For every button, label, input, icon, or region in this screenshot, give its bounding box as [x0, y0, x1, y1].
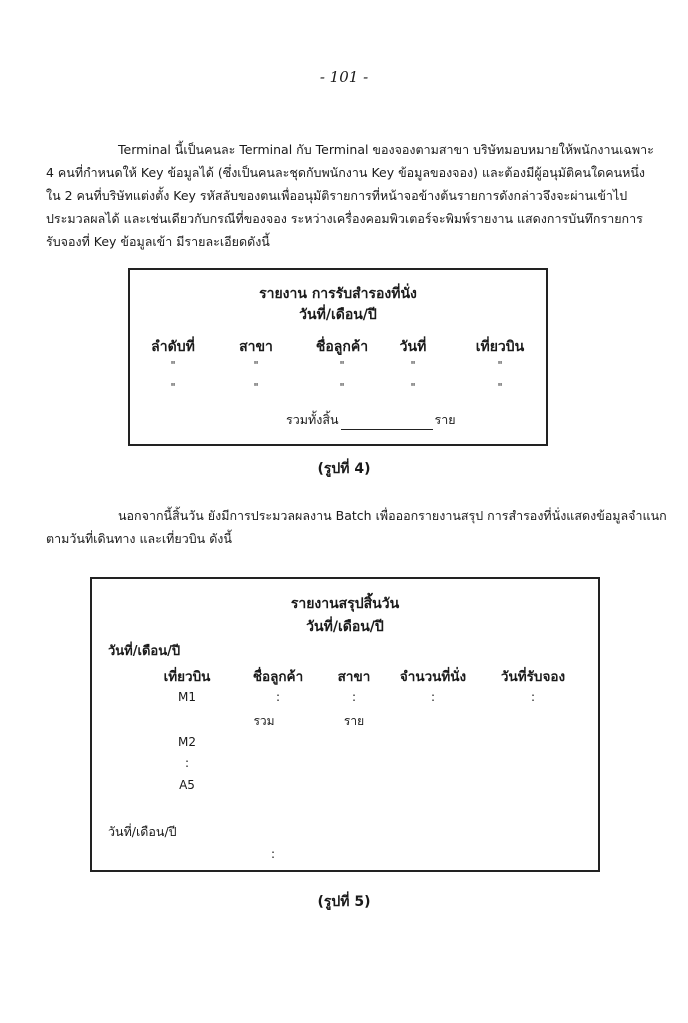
figure-4-caption: (รูปที่ 4) — [317, 461, 371, 477]
figure-4-subtitle: วันที่/เดือน/ปี — [299, 307, 377, 323]
ditto-mark: " — [497, 381, 503, 394]
fig5-col-branch: สาขา — [337, 669, 371, 685]
ditto-mark: " — [170, 359, 176, 372]
figure-5-date-label: วันที่/เดือน/ปี — [108, 644, 181, 659]
ditto-mark: " — [339, 359, 345, 372]
intro-line-2: 4 คนที่กำหนดให้ Key ข้อมูลได้ (ซึ่งเป็นคนละชุดกับพนักงาน Key ข้อมูลของจอง) และต้องมีผู้อนุมัติคนใดคนหนึ่ง — [46, 165, 646, 180]
colon-mark: : — [530, 690, 536, 704]
sum-unit: ราย — [343, 714, 365, 728]
fig4-col-date: วันที่ — [399, 339, 427, 355]
ditto-mark: " — [253, 381, 259, 394]
colon-mark: : — [184, 756, 190, 770]
fig4-col-flight: เที่ยวบิน — [475, 339, 525, 355]
flight-a5: A5 — [179, 778, 195, 792]
sum-label: รวม — [253, 714, 275, 728]
total-label: รวมทั้งสิ้น — [286, 412, 339, 427]
intro-line-3: ใน 2 คนที่บริษัทแต่งตั้ง Key รหัสลับของตนเพื่ออนุมัติรายการที่หน้าจอข้างต้นรายการดังกล่าวจึงจะผ่านเข้าไป — [46, 188, 628, 203]
figure-4-title: รายงาน การรับสำรองที่นั่ง — [259, 286, 417, 302]
fig5-col-customer: ชื่อลูกค้า — [252, 669, 304, 685]
intro-line-1: Terminal นี้เป็นคนละ Terminal กับ Terminal ของจองตามสาขา บริษัทมอบหมายให้พนักงานเฉพาะ — [118, 142, 654, 157]
colon-mark: : — [430, 690, 436, 704]
ditto-mark: " — [339, 381, 345, 394]
total-blank — [341, 415, 433, 430]
fig5-col-booking-date: วันที่รับจอง — [500, 669, 566, 685]
ditto-mark: " — [497, 359, 503, 372]
ditto-mark: " — [410, 381, 416, 394]
ditto-mark: " — [170, 381, 176, 394]
fig4-col-sequence: ลำดับที่ — [151, 339, 195, 355]
colon-mark: : — [270, 847, 276, 861]
middle-line-1: นอกจากนี้สิ้นวัน ยังมีการประมวลผลงาน Batch เพื่อออกรายงานสรุป การสำรองที่นั่งแสดงข้อมูลจำแนก — [118, 508, 667, 523]
flight-m1: M1 — [178, 690, 196, 704]
figure-5-caption: (รูปที่ 5) — [317, 894, 371, 910]
colon-mark: : — [275, 690, 281, 704]
fig5-col-seats: จำนวนที่นั่ง — [399, 669, 467, 685]
ditto-mark: " — [410, 359, 416, 372]
figure-5-title: รายงานสรุปสิ้นวัน — [290, 596, 400, 612]
ditto-mark: " — [253, 359, 259, 372]
fig4-col-branch: สาขา — [239, 339, 273, 355]
flight-m2: M2 — [178, 735, 196, 749]
figure-4-total-line — [286, 410, 456, 430]
fig4-col-customer: ชื่อลูกค้า — [315, 339, 369, 355]
middle-line-2: ตามวันที่เดินทาง และเที่ยวบิน ดังนี้ — [46, 531, 232, 546]
figure-5-date-label-2: วันที่/เดือน/ปี — [108, 824, 177, 839]
intro-line-5: รับจองที่ Key ข้อมูลเข้า มีรายละเอียดดังนี้ — [46, 234, 270, 249]
fig5-col-flight: เที่ยวบิน — [163, 669, 211, 685]
page-number: - 101 - — [319, 68, 369, 86]
figure-5-subtitle: วันที่/เดือน/ปี — [306, 619, 384, 635]
colon-mark: : — [351, 690, 357, 704]
intro-line-4: ประมวลผลได้ และเช่นเดียวกับกรณีที่ของจอง ระหว่างเครื่องคอมพิวเตอร์จะพิมพ์รายงาน แสดงการบันทึกรายการ — [46, 211, 643, 226]
total-unit: ราย — [434, 412, 456, 427]
